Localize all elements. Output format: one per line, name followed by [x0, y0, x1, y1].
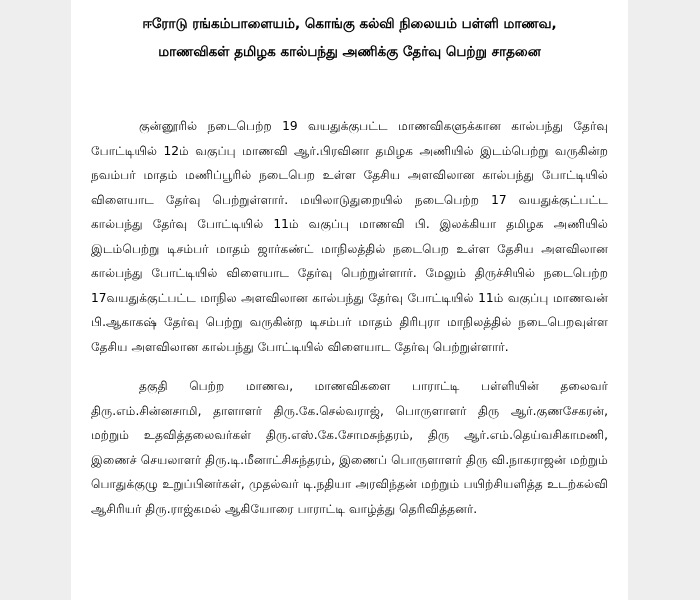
document-page — [71, 0, 628, 600]
paragraph-selection-news: குன்னூரில் நடைபெற்ற 19 வயதுக்குபட்ட மாணவிகளுக்கான கால்பந்து தேர்வு போட்டியில் 12ம் வகுப்பு மாணவி ஆர்.பிரவினா தமிழக அணியில் இடம்பெற்று வருகின்ற நவம்பர் மாதம் மணிப்பூரில் நடைபெற உள்ள தேசிய அளவிலான கால்பந்து போட்டியில் விளையாட தேர்வு பெற்றுள்ளார். மயிலாடுதுறையில் நடைபெற்ற 17 வயதுக்குட்பட்ட கால்பந்து தேர்வு போட்டியில் 11ம் வகுப்பு மாணவி பி. இலக்கியா தமிழக அணியில் இடம்பெற்று டிசம்பர் மாதம் ஜார்கண்ட் மாநிலத்தில் நடைபெற உள்ள தேசிய அளவிலான கால்பந்து போட்டியில் விளையாட தேர்வு பெற்றுள்ளார். மேலும் திருச்சியில் நடைபெற்ற 17வயதுக்குட்பட்ட மாநில அளவிலான கால்பந்து தேர்வு போட்டியில் 11ம் வகுப்பு மாணவன் பி.ஆகாகஷ் தேர்வு பெற்று வருகின்ற டிசம்பர் மாதம் திரிபுரா மாநிலத்தில் நடைபெறவுள்ள தேசிய அளவிலான கால்பந்து போட்டியில் விளையாட தேர்வு பெற்றுள்ளார். — [91, 119, 608, 354]
title-line-2: மாணவிகள் தமிழக கால்பந்து அணிக்கு தேர்வு பெற்று சாதனை — [158, 44, 541, 60]
document-title — [91, 10, 608, 66]
title-line-1: ஈரோடு ரங்கம்பாளையம், கொங்கு கல்வி நிலையம் பள்ளி மாணவ, — [142, 16, 557, 32]
paragraph-appreciation: தகுதி பெற்ற மாணவ, மாணவிகளை பாராட்டி பள்ளியின் தலைவர் திரு.எம்.சின்னசாமி, தாளாளர் திரு.கே.செல்வராஜ், பொருளாளர் திரு ஆர்.குணசேகரன், மற்றும் உதவித்தலைவர்கள் திரு.எஸ்.கே.சோமசுந்தரம், திரு ஆர்.எம்.தெய்வசிகாமணி, இணைச் செயலாளர் திரு.டி.மீனாட்சிசுந்தரம், இணைப் பொருளாளர் திரு வி.நாகராஜன் மற்றும் பொதுக்குழு உறுப்பினர்கள், முதல்வர் டி.நதியா அரவிந்தன் மற்றும் பயிற்சியளித்த உடற்கல்வி ஆசிரியர் திரு.ராஜ்கமல் ஆகியோரை பாராட்டி வாழ்த்து தெரிவித்தனர். — [91, 379, 608, 516]
